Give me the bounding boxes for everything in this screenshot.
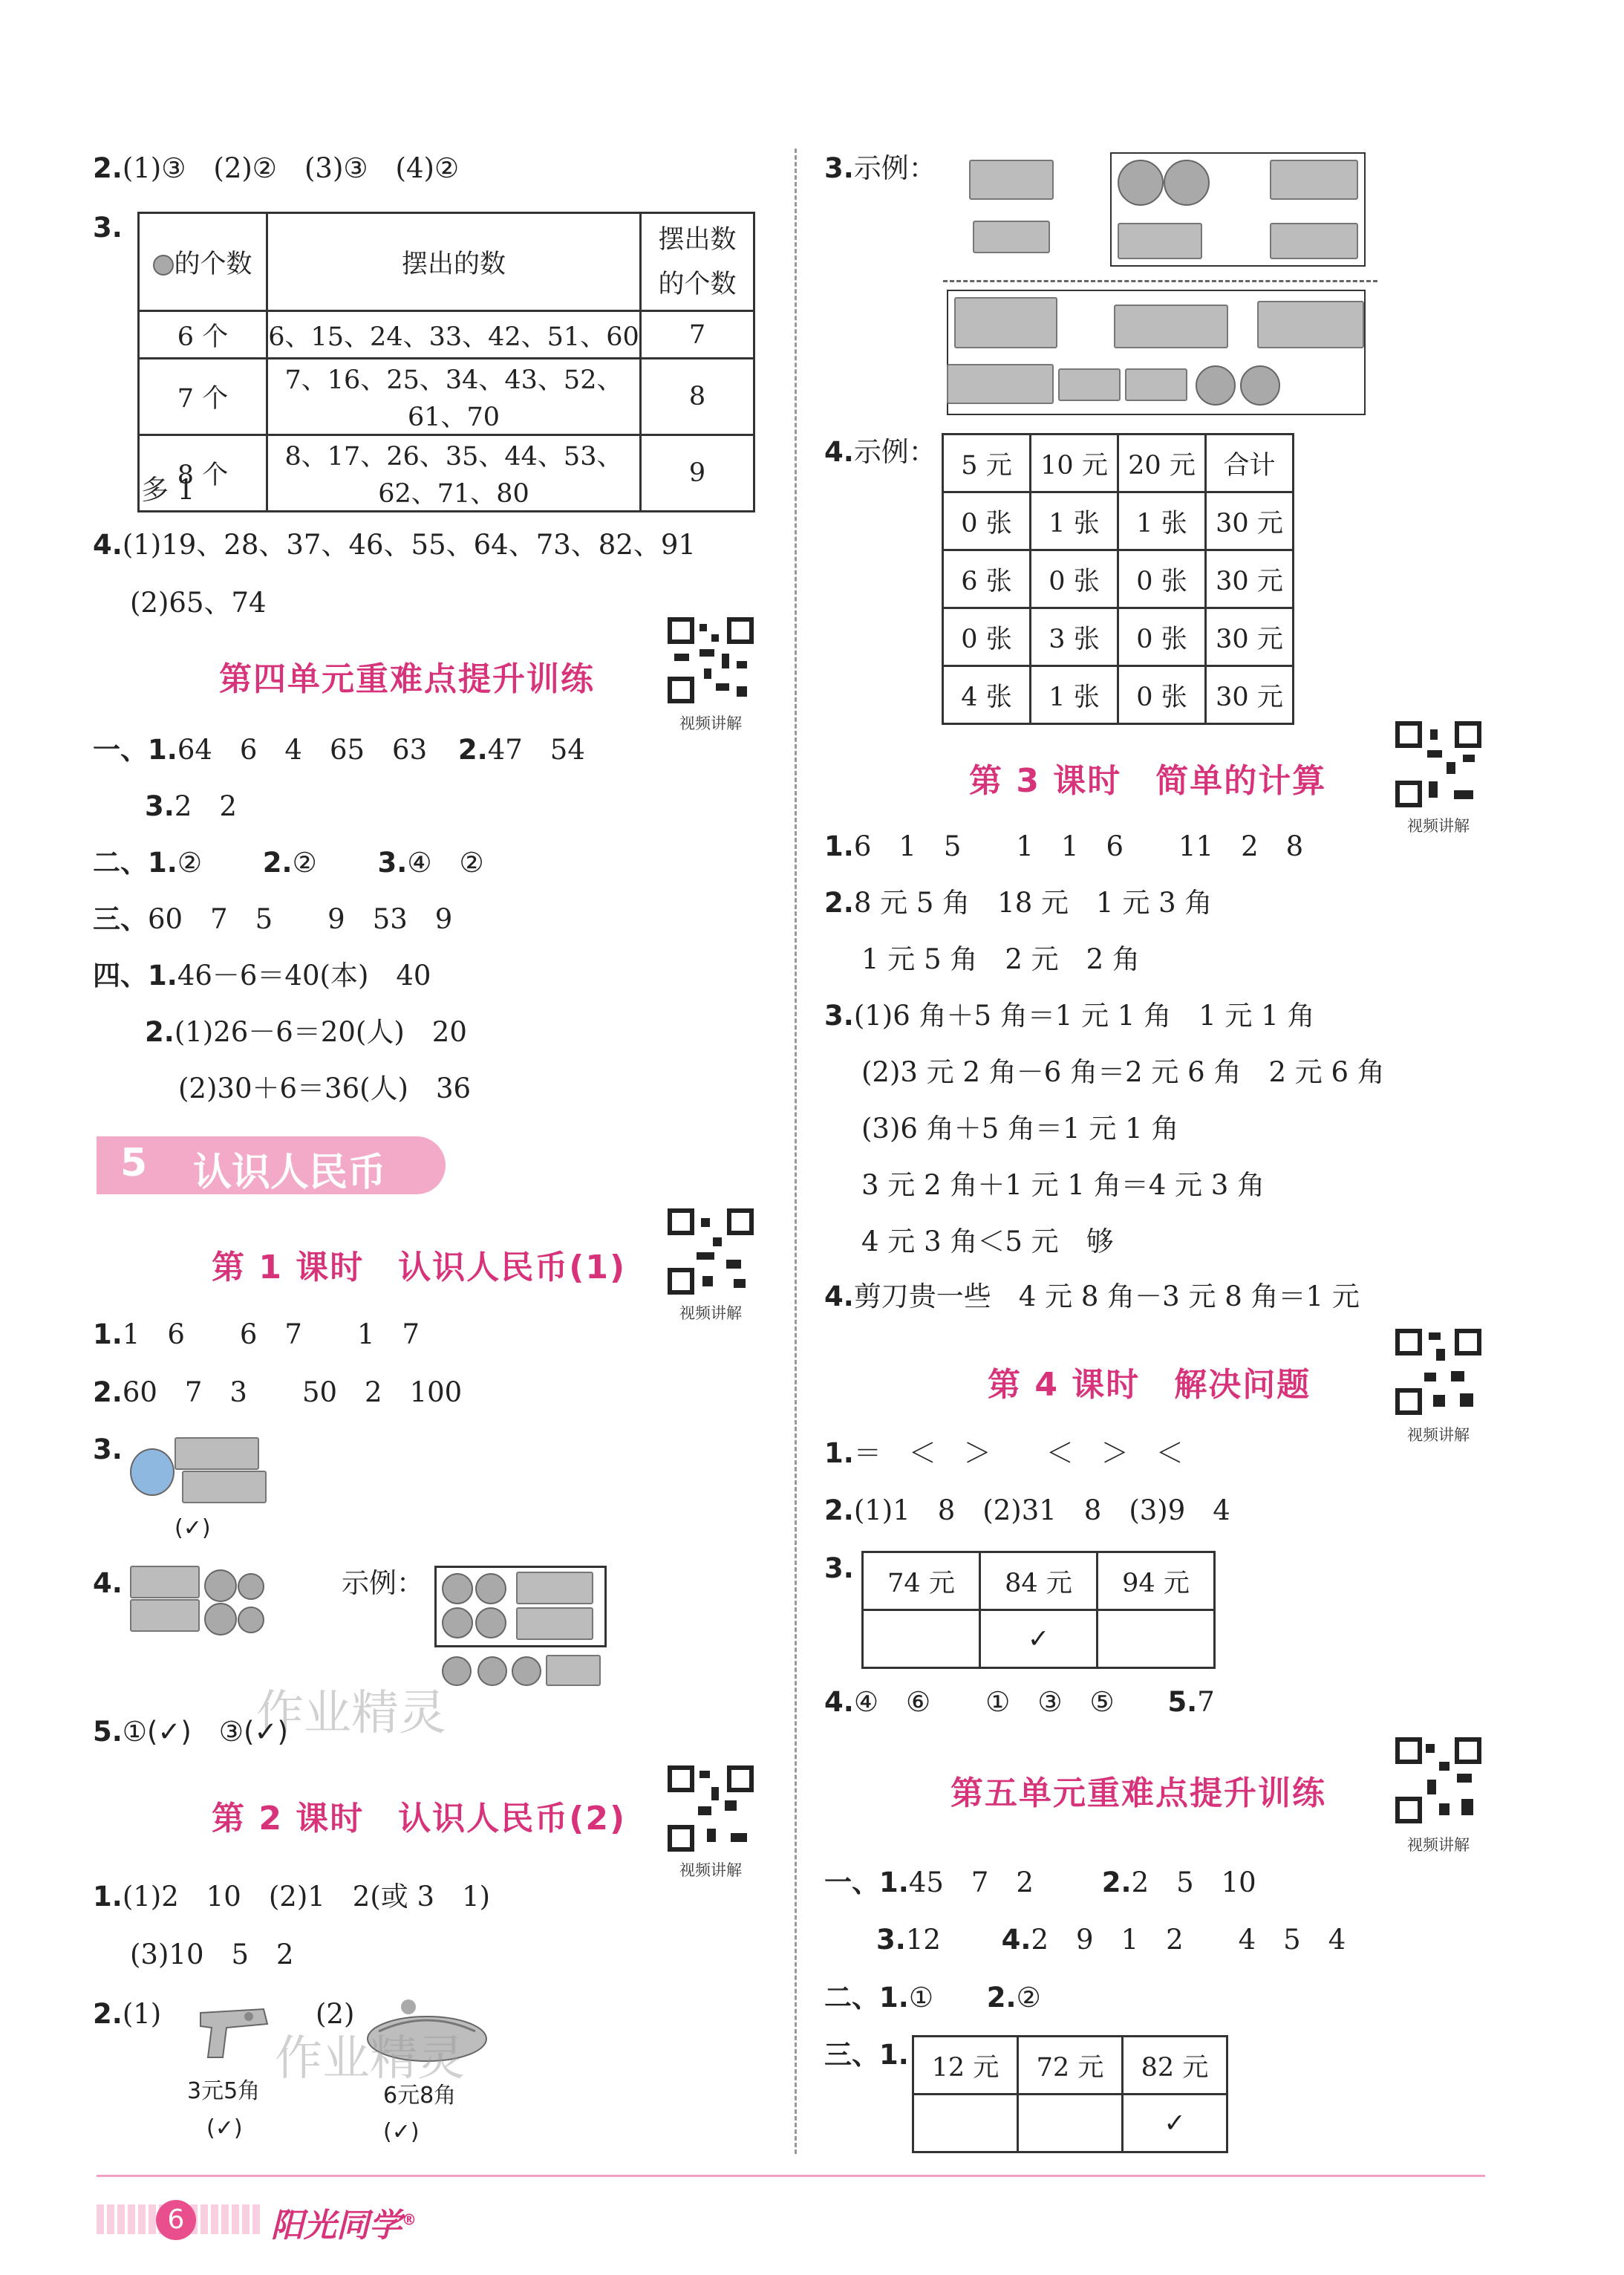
banknote-icon bbox=[1257, 301, 1364, 348]
left-q3-after: 多 1 bbox=[141, 474, 195, 506]
unit4-line3: 二、1.② 2.② 3.④ ② bbox=[93, 847, 484, 879]
footer-rule bbox=[97, 2175, 1485, 2177]
left-q4-line1: 4.(1)19、28、37、46、55、64、73、82、91 bbox=[93, 529, 696, 561]
unit5-banner bbox=[97, 1136, 446, 1194]
qr-code-icon[interactable] bbox=[667, 616, 754, 704]
banknote-icon bbox=[1118, 223, 1202, 259]
table-row: ✓ bbox=[863, 1610, 1215, 1668]
qr-label: 视频讲解 bbox=[679, 1304, 742, 1322]
lesson3-q3-line1: 3.(1)6 角＋5 角＝1 元 1 角 1 元 1 角 bbox=[824, 1000, 1315, 1032]
lesson1-title: 第 1 课时 认识人民币(1) bbox=[212, 1249, 627, 1286]
table-row: ✓ bbox=[913, 2095, 1227, 2152]
coin-icon bbox=[512, 1656, 541, 1686]
unit4-line6: 2.(1)26－6＝20(人) 20 bbox=[145, 1016, 467, 1048]
unit5-review-line4: 三、1. bbox=[824, 2039, 909, 2071]
lesson3-q2-line1: 2.8 元 5 角 18 元 1 元 3 角 bbox=[824, 887, 1213, 919]
coin-icon bbox=[204, 1569, 237, 1602]
lesson3-q3-line2: (2)3 元 2 角－6 角＝2 元 6 角 2 元 6 角 bbox=[861, 1056, 1385, 1088]
lesson2-q2-price2: 6元8角 bbox=[383, 2083, 457, 2109]
column-divider bbox=[795, 149, 797, 2154]
lesson2-q2: 2.(1) bbox=[93, 1998, 162, 2030]
lesson1-q4-number: 4. bbox=[93, 1567, 123, 1599]
left-q4-line2: (2)65、74 bbox=[130, 587, 267, 619]
boy-head-icon bbox=[130, 1448, 175, 1496]
money-example-illustration bbox=[969, 152, 1370, 390]
table-header-count: 的个数 bbox=[139, 213, 267, 311]
unit4-review-title: 第四单元重难点提升训练 bbox=[219, 660, 595, 698]
right-q3: 3.示例： bbox=[824, 152, 936, 184]
coin-icon bbox=[442, 1607, 473, 1638]
coin-icon bbox=[442, 1656, 472, 1686]
lesson4-q3-number: 3. bbox=[824, 1552, 854, 1584]
qr-code-icon[interactable] bbox=[1395, 1328, 1482, 1416]
unit4-line2: 3.2 2 bbox=[145, 790, 237, 822]
qr-code-icon[interactable] bbox=[1395, 720, 1482, 808]
banknote-icon bbox=[182, 1471, 267, 1503]
table-row: 6 个 6、15、24、33、42、51、60 7 bbox=[139, 311, 754, 359]
lesson3-q3-line3: (3)6 角＋5 角＝1 元 1 角 bbox=[861, 1113, 1179, 1145]
unit5-review-line1: 一、1.45 7 2 2.2 5 10 bbox=[824, 1866, 1256, 1898]
table-row: 0 张 3 张 0 张 30 元 bbox=[943, 608, 1294, 666]
watermark: 作业精灵 bbox=[256, 1686, 446, 1741]
lesson3-title: 第 3 课时 简单的计算 bbox=[969, 762, 1327, 800]
money-example-illustration bbox=[434, 1566, 605, 1692]
lesson2-q2-mark1: (✓) bbox=[206, 2115, 243, 2141]
lesson4-q1: 1.＝ ＜ ＞ ＜ ＞ ＜ bbox=[824, 1437, 1184, 1469]
lesson1-q3-number: 3. bbox=[93, 1433, 123, 1465]
banknote-icon bbox=[516, 1572, 593, 1604]
unit5-review-title: 第五单元重难点提升训练 bbox=[950, 1774, 1326, 1812]
banknote-icon bbox=[130, 1599, 200, 1632]
unit4-line4: 三、60 7 5 9 53 9 bbox=[93, 903, 453, 935]
coin-icon bbox=[475, 1573, 506, 1604]
water-gun-illustration bbox=[193, 1998, 275, 2065]
lesson3-q1: 1.6 1 5 1 1 6 11 2 8 bbox=[824, 830, 1304, 862]
lesson3-q3-line5: 4 元 3 角＜5 元 够 bbox=[861, 1226, 1114, 1257]
coin-icon bbox=[442, 1573, 473, 1604]
coin-icon bbox=[1196, 365, 1236, 406]
table-row: 8 个 8、17、26、35、44、53、62、71、80 9 bbox=[139, 435, 754, 512]
coin-icon bbox=[1118, 160, 1164, 206]
banknote-icon bbox=[969, 160, 1054, 200]
banknote-icon bbox=[516, 1607, 593, 1640]
banknote-icon bbox=[1270, 223, 1358, 259]
banknote-icon bbox=[973, 221, 1050, 253]
table-header-total: 摆出数 的个数 bbox=[641, 213, 754, 311]
digit-count-table bbox=[137, 212, 755, 512]
unit5-title: 认识人民币 bbox=[193, 1150, 387, 1195]
lesson4-title: 第 4 课时 解决问题 bbox=[988, 1366, 1311, 1404]
banknote-icon bbox=[947, 364, 1054, 404]
bead-icon bbox=[153, 255, 174, 276]
coin-icon bbox=[238, 1607, 264, 1633]
table-row: 7 个 7、16、25、34、43、52、61、70 8 bbox=[139, 359, 754, 435]
lesson2-title: 第 2 课时 认识人民币(2) bbox=[212, 1800, 627, 1838]
unit5-review-line2: 3.12 4.2 9 1 2 4 5 4 bbox=[876, 1924, 1346, 1956]
unit4-line5: 四、1.46－6＝40(本) 40 bbox=[93, 960, 431, 992]
table-header-numbers: 摆出的数 bbox=[267, 213, 641, 311]
lesson2-q1-line2: (3)10 5 2 bbox=[130, 1939, 294, 1970]
coin-icon bbox=[475, 1607, 506, 1638]
qr-label: 视频讲解 bbox=[1407, 1836, 1470, 1854]
watermark: 作业精灵 bbox=[275, 2031, 465, 2086]
lesson2-q2-price1: 3元5角 bbox=[187, 2078, 261, 2104]
brand-logo: 阳光同学® bbox=[271, 2207, 417, 2245]
unit4-line7: (2)30＋6＝36(人) 36 bbox=[178, 1073, 472, 1104]
qr-label: 视频讲解 bbox=[679, 1861, 742, 1879]
lesson1-q3-mark: (✓) bbox=[175, 1515, 211, 1541]
lesson1-q2: 2.60 7 3 50 2 100 bbox=[93, 1376, 463, 1408]
lesson1-q5: 5.①(✓) ③(✓) bbox=[93, 1716, 288, 1748]
qr-label: 视频讲解 bbox=[1407, 1426, 1470, 1444]
right-q4: 4.示例： bbox=[824, 436, 936, 468]
coin-icon bbox=[204, 1603, 237, 1636]
qr-label: 视频讲解 bbox=[679, 715, 742, 732]
unit5-price-table: 12 元 72 元 82 元 ✓ bbox=[912, 2035, 1228, 2153]
lesson2-q2-option2: (2) bbox=[316, 1998, 355, 2030]
unit5-number: 5 bbox=[120, 1141, 148, 1185]
qr-code-icon[interactable] bbox=[1395, 1737, 1482, 1824]
table-row: 6 张 0 张 0 张 30 元 bbox=[943, 550, 1294, 608]
boy-with-money-illustration bbox=[130, 1433, 271, 1515]
left-q3-number: 3. bbox=[93, 212, 123, 244]
table-row: 0 张 1 张 1 张 30 元 bbox=[943, 492, 1294, 550]
unit5-review-line3: 二、1.① 2.② bbox=[824, 1982, 1041, 2014]
left-q2: 2.(1)③ (2)② (3)③ (4)② bbox=[93, 152, 460, 184]
lesson3-q4: 4.剪刀贵一些 4 元 8 角－3 元 8 角＝1 元 bbox=[824, 1280, 1360, 1312]
lesson2-q1-line1: 1.(1)2 10 (2)1 2(或 3 1) bbox=[93, 1881, 491, 1913]
money-group-illustration bbox=[130, 1566, 278, 1640]
lesson3-q3-line4: 3 元 2 角＋1 元 1 角＝4 元 3 角 bbox=[861, 1169, 1265, 1201]
coin-icon bbox=[1240, 365, 1280, 406]
dashed-separator bbox=[943, 280, 1377, 282]
banknote-icon bbox=[130, 1566, 200, 1598]
lesson4-q2: 2.(1)1 8 (2)31 8 (3)9 4 bbox=[824, 1494, 1230, 1526]
banknote-icon bbox=[546, 1655, 601, 1686]
price-choice-table: 74 元 84 元 94 元 ✓ bbox=[861, 1551, 1216, 1669]
banknote-combination-table: 5 元 10 元 20 元 合计 0 张 1 张 1 张 30 元 6 张 0 张 0 张 30 元 0 张 3 张 0 张 30 元 4 张 1 张 0 张 30 元 bbox=[942, 433, 1294, 725]
lesson4-q4: 4.④ ⑥ ① ③ ⑤ 5.7 bbox=[824, 1686, 1215, 1718]
lesson2-q2-mark2: (✓) bbox=[383, 2119, 420, 2145]
qr-label: 视频讲解 bbox=[1407, 817, 1470, 835]
unit4-line1: 一、1.64 6 4 65 63 2.47 54 bbox=[93, 734, 585, 766]
banknote-icon bbox=[1125, 368, 1187, 401]
lesson3-q2-line2: 1 元 5 角 2 元 2 角 bbox=[861, 943, 1140, 975]
qr-code-icon[interactable] bbox=[667, 1208, 754, 1295]
qr-code-icon[interactable] bbox=[667, 1765, 754, 1852]
banknote-icon bbox=[1114, 305, 1228, 348]
banknote-icon bbox=[1058, 368, 1121, 401]
lesson1-q1: 1.1 6 6 7 1 7 bbox=[93, 1318, 420, 1350]
coin-icon bbox=[477, 1656, 507, 1686]
banknote-icon bbox=[954, 297, 1057, 348]
banknote-icon bbox=[1270, 160, 1358, 200]
money-example-row bbox=[947, 362, 1363, 407]
coin-icon bbox=[1164, 160, 1210, 206]
page-number: 6 bbox=[156, 2200, 196, 2240]
lesson1-q4-example: 示例： bbox=[342, 1567, 424, 1599]
table-row: 4 张 1 张 0 张 30 元 bbox=[943, 666, 1294, 724]
banknote-icon bbox=[175, 1437, 259, 1470]
coin-icon bbox=[238, 1573, 264, 1600]
